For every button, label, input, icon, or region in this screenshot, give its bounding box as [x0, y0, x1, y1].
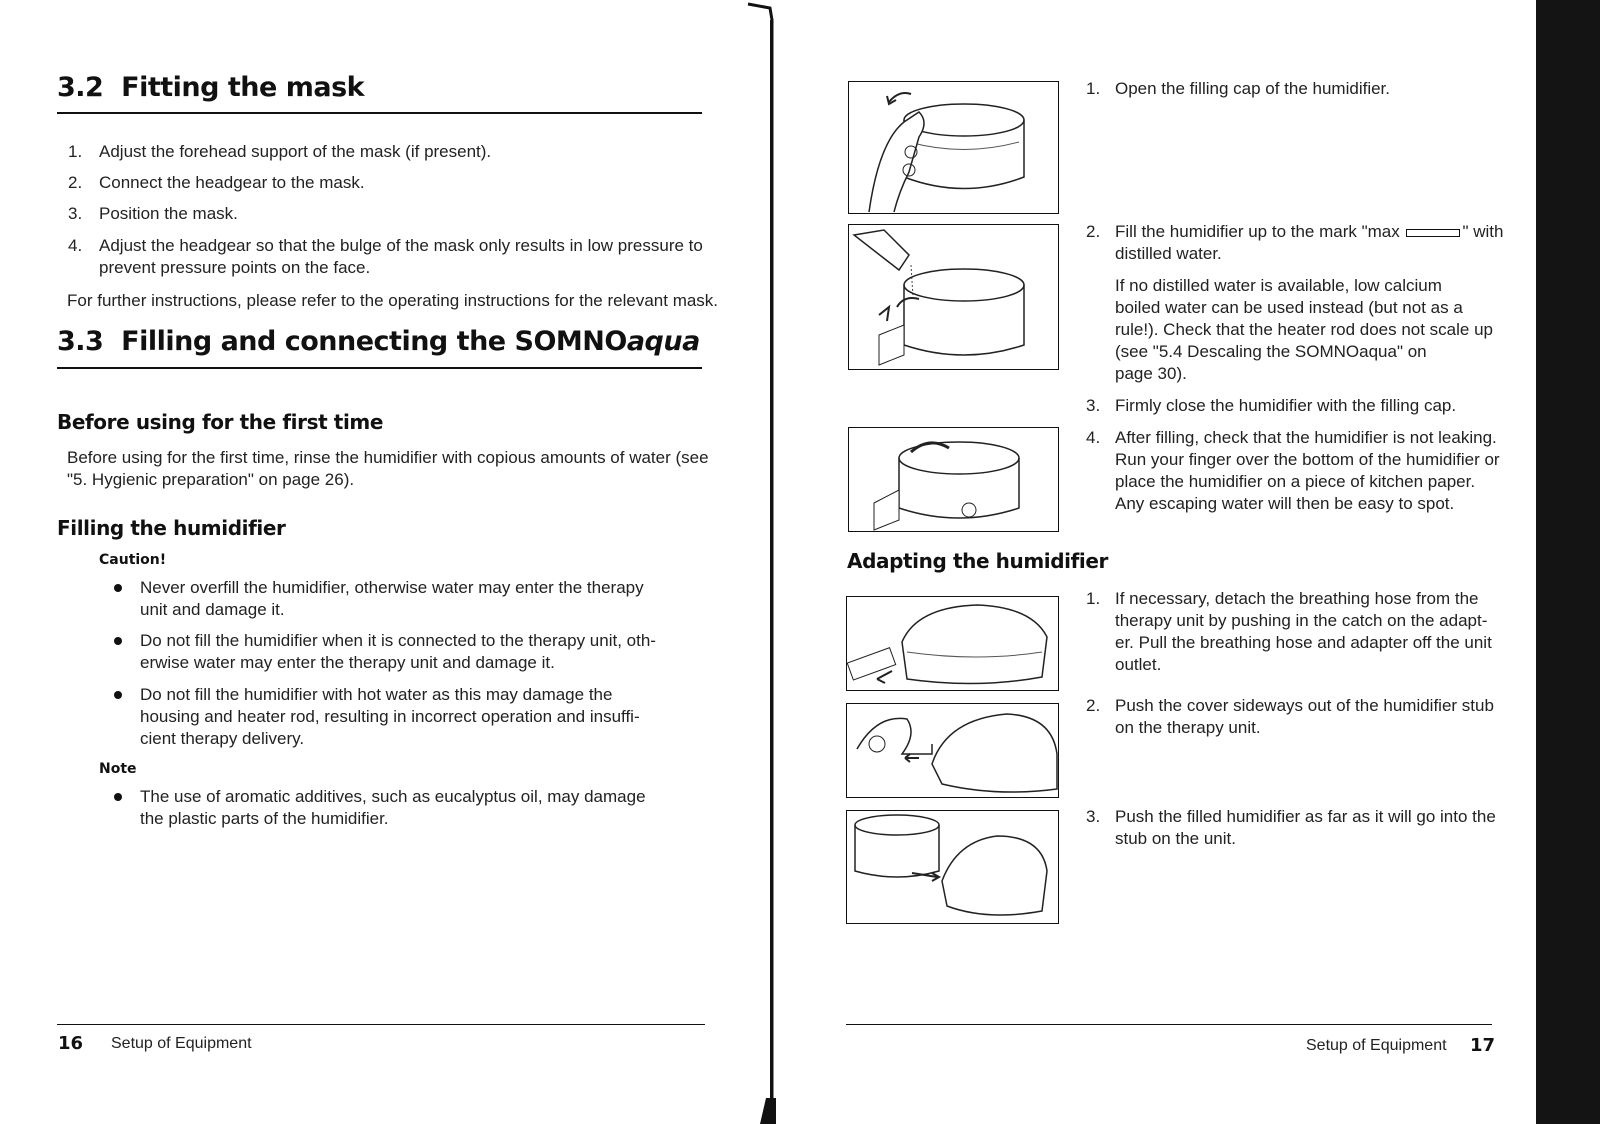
step-number: 3.: [1086, 396, 1101, 415]
fill-note-line: page 30).: [1115, 364, 1187, 383]
step-text: [1115, 221, 1503, 243]
filling-heading: Filling the humidifier: [57, 516, 286, 540]
step-text: Firmly close the humidifier with the filling cap.: [1115, 396, 1457, 415]
figure-open-cap: [848, 81, 1059, 214]
adapting-heading: Adapting the humidifier: [847, 549, 1108, 573]
heading-rule: [57, 112, 702, 114]
section-number: 3.2: [57, 72, 104, 103]
step-number: 1.: [1086, 79, 1101, 98]
note-text: the plastic parts of the humidifier.: [140, 809, 389, 828]
bullet: [114, 691, 122, 699]
section-3-2-heading: [57, 72, 364, 103]
page-number: 17: [1470, 1035, 1496, 1056]
heading-rule: [57, 367, 702, 369]
step-text: Push the filled humidifier as far as it will go into the: [1115, 807, 1496, 826]
step-text: After filling, check that the humidifier is not leaking.: [1115, 428, 1497, 447]
fill-note-line: boiled water can be used instead (but not as a: [1115, 298, 1463, 317]
fill-note-line: (see "5.4 Descaling the SOMNOaqua" on: [1115, 342, 1427, 361]
footer-rule: [57, 1024, 705, 1025]
step-number: 3.: [1086, 807, 1101, 826]
note-label: Note: [99, 761, 137, 777]
figure-close-cap: [848, 427, 1059, 532]
figure-insert-humidifier: [846, 810, 1059, 924]
step-number: 2.: [1086, 696, 1101, 715]
step-text: Any escaping water will then be easy to spot.: [1115, 494, 1455, 513]
step-number: 3.: [68, 204, 83, 223]
step-text: stub on the unit.: [1115, 829, 1236, 848]
step-number: 1.: [1086, 589, 1101, 608]
first-time-text: "5. Hygienic preparation" on page 26).: [67, 470, 355, 489]
scan-edge: [1536, 0, 1600, 1124]
step-text: Run your finger over the bottom of the humidifier or: [1115, 450, 1500, 469]
step-text: Position the mask.: [99, 204, 238, 223]
caution-text: cient therapy delivery.: [140, 729, 305, 748]
step-text-part: " with: [1462, 222, 1504, 241]
step-number: 1.: [68, 142, 83, 161]
step-text: outlet.: [1115, 655, 1162, 674]
caution-text: housing and heater rod, resulting in incorrect operation and insuffi-: [140, 707, 640, 726]
mask-reference-note: For further instructions, please refer to the operating instructions for the relevant mask.: [67, 291, 719, 310]
step-text: Push the cover sideways out of the humidifier stub: [1115, 696, 1494, 715]
caution-text: erwise water may enter the therapy unit and damage it.: [140, 653, 555, 672]
max-mark-icon: [1406, 229, 1460, 237]
first-time-text: Before using for the first time, rinse the humidifier with copious amounts of water (see: [67, 448, 709, 467]
step-text: prevent pressure points on the face.: [99, 258, 371, 277]
step-text-part: Fill the humidifier up to the mark "max: [1115, 222, 1400, 241]
step-text: distilled water.: [1115, 244, 1222, 263]
book-spine: [740, 0, 790, 1124]
section-title: Fitting the mask: [121, 72, 365, 103]
step-number: 2.: [68, 173, 83, 192]
bullet: [114, 793, 122, 801]
caution-text: Do not fill the humidifier with hot water as this may damage the: [140, 685, 613, 704]
section-3-3-heading: [57, 326, 700, 357]
step-text: Adjust the forehead support of the mask (if present).: [99, 142, 492, 161]
bullet: [114, 637, 122, 645]
caution-text: Never overfill the humidifier, otherwise water may enter the therapy: [140, 578, 644, 597]
note-text: The use of aromatic additives, such as eucalyptus oil, may damage: [140, 787, 646, 806]
page-number: 16: [58, 1033, 84, 1054]
figure-push-cover: [846, 703, 1059, 798]
step-text: Open the filling cap of the humidifier.: [1115, 79, 1390, 98]
section-number: 3.3: [57, 326, 104, 357]
step-text: on the therapy unit.: [1115, 718, 1261, 737]
step-text: place the humidifier on a piece of kitchen paper.: [1115, 472, 1476, 491]
figure-detach-hose: [846, 596, 1059, 691]
step-text: er. Pull the breathing hose and adapter off the unit: [1115, 633, 1492, 652]
footer-title: Setup of Equipment: [111, 1035, 252, 1052]
bullet: [114, 584, 122, 592]
section-title: Filling and connecting the SOMNO: [121, 326, 627, 357]
step-text: therapy unit by pushing in the catch on the adapt-: [1115, 611, 1488, 630]
footer-rule: [846, 1024, 1492, 1025]
step-text: Adjust the headgear so that the bulge of the mask only results in low pressure to: [99, 236, 703, 255]
caution-text: Do not fill the humidifier when it is connected to the therapy unit, oth-: [140, 631, 656, 650]
step-number: 2.: [1086, 222, 1101, 241]
section-title-italic: aqua: [626, 326, 700, 357]
footer-title: Setup of Equipment: [1306, 1037, 1447, 1054]
fill-note-line: rule!). Check that the heater rod does not scale up: [1115, 320, 1494, 339]
first-time-heading: Before using for the first time: [57, 410, 384, 434]
figure-fill-water: [848, 224, 1059, 370]
step-number: 4.: [68, 236, 83, 255]
caution-label: Caution!: [99, 552, 167, 568]
step-text: If necessary, detach the breathing hose from the: [1115, 589, 1479, 608]
caution-text: unit and damage it.: [140, 600, 285, 619]
fill-note-line: If no distilled water is available, low calcium: [1115, 276, 1442, 295]
step-text: Connect the headgear to the mask.: [99, 173, 365, 192]
step-number: 4.: [1086, 428, 1101, 447]
